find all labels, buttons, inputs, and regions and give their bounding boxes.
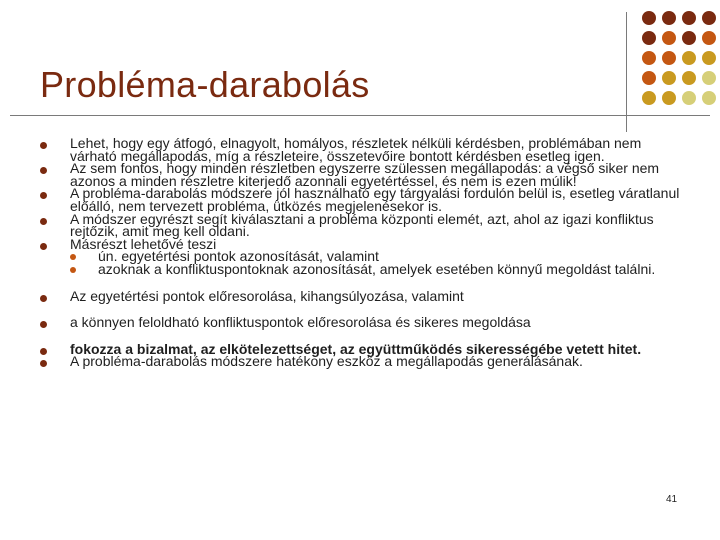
decorative-dot: [662, 91, 676, 105]
decorative-dot: [682, 31, 696, 45]
bullet-item: A probléma-darabolás módszere jól használható egy tárgyalási fordulón belül is, esetleg váratlanul előálló, nem tervezett probléma, ütközés megjelenésekor is.: [40, 187, 680, 212]
decorative-dot: [702, 31, 716, 45]
sub-bullet-list: [40, 250, 680, 275]
bullet-item: A probléma-darabolás módszere hatékony eszköz a megállapodás generálásának.: [40, 355, 680, 368]
bullet-item: Az egyetértési pontok előresorolása, kihangsúlyozása, valamint: [40, 290, 680, 303]
decorative-dot: [662, 31, 676, 45]
decorative-dot: [642, 31, 656, 45]
decorative-dot: [702, 91, 716, 105]
decorative-dot: [702, 51, 716, 65]
decorative-dot: [662, 71, 676, 85]
sub-bullet-item: azoknak a konfliktuspontoknak azonosítását, amelyek esetében könnyű megoldást találni.: [68, 263, 680, 276]
bullet-item-emphasis: fokozza a bizalmat, az elkötelezettséget, az együttműködés sikerességébe vetett hitet.: [40, 343, 680, 356]
bullet-item: Másrészt lehetővé teszi: [40, 238, 680, 251]
decorative-dot: [662, 51, 676, 65]
decorative-dot: [642, 51, 656, 65]
sub-bullet-item: ún. egyetértési pontok azonosítását, valamint: [68, 250, 680, 263]
slide-title: Probléma-darabolás: [40, 64, 370, 105]
decorative-dot: [642, 11, 656, 25]
decorative-dot: [702, 11, 716, 25]
decorative-dot: [682, 51, 696, 65]
decorative-dot: [662, 11, 676, 25]
decorative-dot: [702, 71, 716, 85]
decorative-dot: [642, 71, 656, 85]
title-underline: [10, 115, 710, 116]
bullet-item: Az sem fontos, hogy minden részletben egyszerre szülessen megállapodás: a végső siker nem azonos a minden részletre kiterjedő azonnali egyetértéssel, és nem is ezen múlik!: [40, 162, 680, 187]
decorative-dot: [682, 11, 696, 25]
vertical-divider: [626, 12, 627, 132]
decorative-dot: [682, 71, 696, 85]
bullet-list: [40, 137, 680, 368]
bullet-item: a könnyen feloldható konfliktuspontok előresorolása és sikeres megoldása: [40, 316, 680, 329]
decorative-dot: [642, 91, 656, 105]
decorative-dot-grid: [640, 9, 718, 109]
bullet-item: Lehet, hogy egy átfogó, elnagyolt, homályos, részletek nélküli kérdésben, problémában nem várható megállapodás, míg a részleteire, összetevőire bontott kérdésben esetleg igen.: [40, 137, 680, 162]
bullet-item: A módszer egyrészt segít kiválasztani a probléma központi elemét, azt, ahol az igazi konfliktus rejtőzik, amit meg kell oldani.: [40, 213, 680, 238]
decorative-dot: [682, 91, 696, 105]
page-number: 41: [666, 494, 678, 505]
